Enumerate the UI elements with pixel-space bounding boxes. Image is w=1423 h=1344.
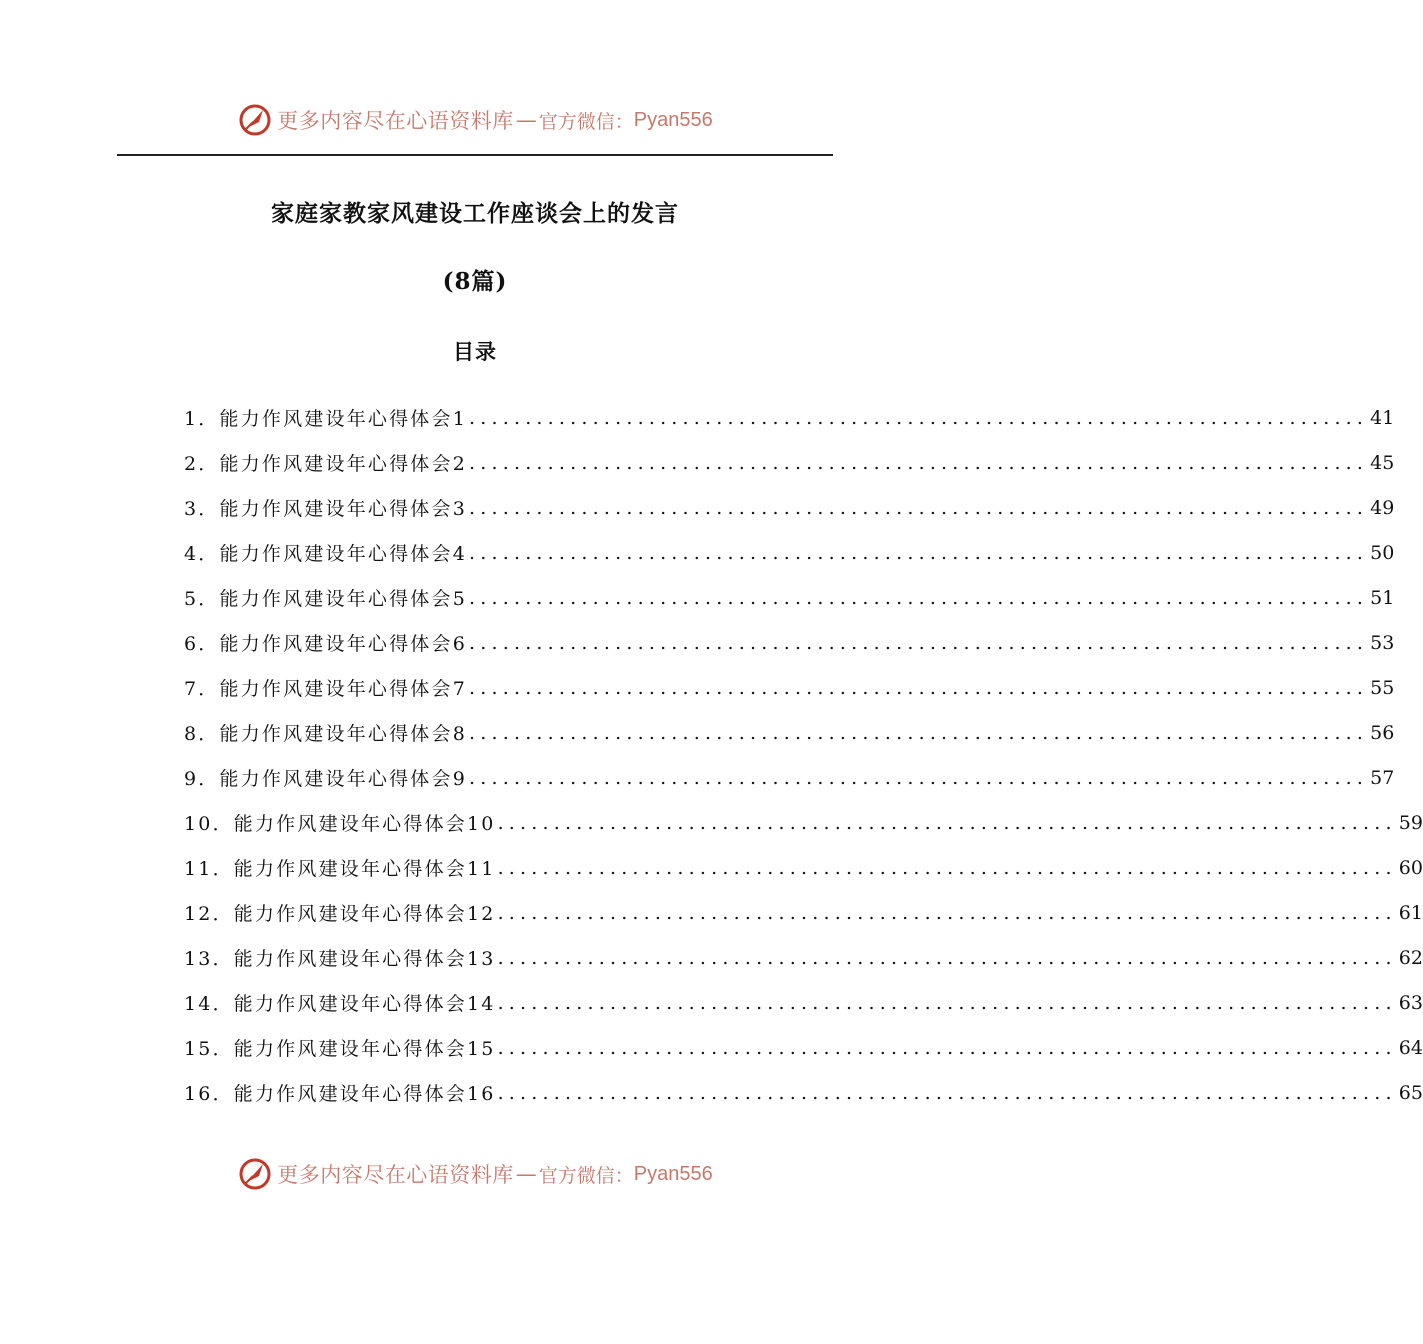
- toc-entry-page: 45: [1370, 451, 1395, 474]
- toc-entry-page: 51: [1370, 586, 1395, 609]
- toc-leader-dots: ................................................................................: [469, 586, 1369, 609]
- toc-entry-page: 49: [1370, 496, 1395, 519]
- toc-entry-page: 59: [1398, 811, 1423, 834]
- quill-logo-icon: [237, 1156, 273, 1192]
- toc-leader-dots: ................................................................................: [497, 1081, 1397, 1104]
- toc-entry-title: 能力作风建设年心得体会12: [233, 903, 496, 925]
- header-rule: [117, 154, 833, 156]
- toc-entry-page: 62: [1398, 946, 1423, 969]
- toc-entry-title: 能力作风建设年心得体会4: [219, 543, 467, 565]
- toc-entry-title: 能力作风建设年心得体会7: [219, 678, 467, 700]
- document-title: 家庭家教家风建设工作座谈会上的发言: [271, 200, 679, 227]
- toc-entry-page: 61: [1398, 901, 1423, 924]
- toc-entry-page: 53: [1370, 631, 1395, 654]
- toc-leader-dots: ................................................................................: [497, 946, 1397, 969]
- toc-leader-dots: ................................................................................: [469, 451, 1369, 474]
- toc-entry-number: 14．: [184, 993, 234, 1015]
- toc-entry-title: 能力作风建设年心得体会15: [233, 1038, 496, 1060]
- toc-entry[interactable]: [184, 575, 1395, 620]
- banner-brand-text: 更多内容尽在心语资料库: [277, 109, 514, 133]
- header-banner: [0, 100, 950, 140]
- toc-entry-number: 9．: [184, 768, 220, 790]
- toc-entry-page: 50: [1370, 541, 1395, 564]
- toc-leader-dots: ................................................................................: [469, 496, 1369, 519]
- toc-entry-number: 3．: [184, 498, 220, 520]
- toc-entry-title: 能力作风建设年心得体会2: [219, 453, 467, 475]
- toc-entry-page: 63: [1398, 991, 1423, 1014]
- toc-entry[interactable]: [184, 845, 1423, 890]
- toc-entry[interactable]: [184, 620, 1395, 665]
- toc-entry-title: 能力作风建设年心得体会8: [219, 723, 467, 745]
- toc-entry[interactable]: [184, 395, 1395, 440]
- toc-entry-number: 10．: [184, 813, 234, 835]
- toc-entry[interactable]: [184, 890, 1423, 935]
- toc-leader-dots: ................................................................................: [497, 991, 1397, 1014]
- banner-wechat-id: Pyan556: [633, 1162, 713, 1185]
- table-of-contents: [184, 395, 1423, 1115]
- toc-entry[interactable]: [184, 665, 1395, 710]
- toc-leader-dots: ................................................................................: [469, 406, 1369, 429]
- toc-entry[interactable]: [184, 440, 1395, 485]
- toc-leader-dots: ................................................................................: [497, 856, 1397, 879]
- toc-entry[interactable]: [184, 755, 1395, 800]
- toc-entry-page: 65: [1398, 1081, 1423, 1104]
- toc-entry-title: 能力作风建设年心得体会9: [219, 768, 467, 790]
- toc-entry-title: 能力作风建设年心得体会10: [233, 813, 496, 835]
- toc-entry-number: 4．: [184, 543, 220, 565]
- toc-entry-page: 60: [1398, 856, 1423, 879]
- toc-leader-dots: ................................................................................: [469, 631, 1369, 654]
- toc-leader-dots: ................................................................................: [497, 811, 1397, 834]
- toc-entry-title: 能力作风建设年心得体会3: [219, 498, 467, 520]
- toc-leader-dots: ................................................................................: [497, 1036, 1397, 1059]
- toc-entry-title: 能力作风建设年心得体会1: [219, 408, 467, 430]
- toc-entry[interactable]: [184, 800, 1423, 845]
- toc-entry-number: 6．: [184, 633, 220, 655]
- document-subtitle: (8篇): [442, 268, 508, 295]
- footer-banner: [0, 1154, 950, 1194]
- toc-entry-page: 41: [1370, 406, 1395, 429]
- banner-wechat-id: Pyan556: [633, 108, 713, 131]
- toc-entry-title: 能力作风建设年心得体会5: [219, 588, 467, 610]
- banner-brand-text: 更多内容尽在心语资料库: [277, 1163, 514, 1187]
- toc-entry[interactable]: [184, 530, 1395, 575]
- toc-entry-title: 能力作风建设年心得体会14: [233, 993, 496, 1015]
- toc-entry-page: 56: [1370, 721, 1395, 744]
- toc-entry[interactable]: [184, 710, 1395, 755]
- toc-entry-title: 能力作风建设年心得体会6: [219, 633, 467, 655]
- toc-entry-number: 8．: [184, 723, 220, 745]
- toc-leader-dots: ................................................................................: [469, 766, 1369, 789]
- toc-entry-page: 55: [1370, 676, 1395, 699]
- toc-leader-dots: ................................................................................: [497, 901, 1397, 924]
- toc-entry-number: 5．: [184, 588, 220, 610]
- toc-entry[interactable]: [184, 485, 1395, 530]
- toc-entry-title: 能力作风建设年心得体会13: [233, 948, 496, 970]
- toc-entry-number: 2．: [184, 453, 220, 475]
- toc-entry-number: 11．: [184, 858, 234, 880]
- toc-entry-number: 1．: [184, 408, 220, 430]
- toc-leader-dots: ................................................................................: [469, 721, 1369, 744]
- toc-entry-page: 64: [1398, 1036, 1423, 1059]
- banner-wechat-label: 官方微信：: [538, 110, 634, 133]
- toc-entry-page: 57: [1370, 766, 1395, 789]
- toc-entry-number: 12．: [184, 903, 234, 925]
- banner-separator: —: [515, 108, 537, 132]
- toc-entry-title: 能力作风建设年心得体会16: [233, 1083, 496, 1105]
- toc-entry[interactable]: [184, 980, 1423, 1025]
- toc-entry-title: 能力作风建设年心得体会11: [233, 858, 496, 880]
- toc-entry[interactable]: [184, 1025, 1423, 1070]
- toc-leader-dots: ................................................................................: [469, 541, 1369, 564]
- toc-entry-number: 15．: [184, 1038, 234, 1060]
- toc-heading: 目录: [453, 339, 497, 364]
- toc-leader-dots: ................................................................................: [469, 676, 1369, 699]
- toc-entry-number: 16．: [184, 1083, 234, 1105]
- banner-wechat-label: 官方微信：: [538, 1164, 634, 1187]
- quill-logo-icon: [237, 102, 273, 138]
- toc-entry[interactable]: [184, 1070, 1423, 1115]
- banner-separator: —: [515, 1162, 537, 1186]
- toc-entry[interactable]: [184, 935, 1423, 980]
- toc-entry-number: 7．: [184, 678, 220, 700]
- toc-entry-number: 13．: [184, 948, 234, 970]
